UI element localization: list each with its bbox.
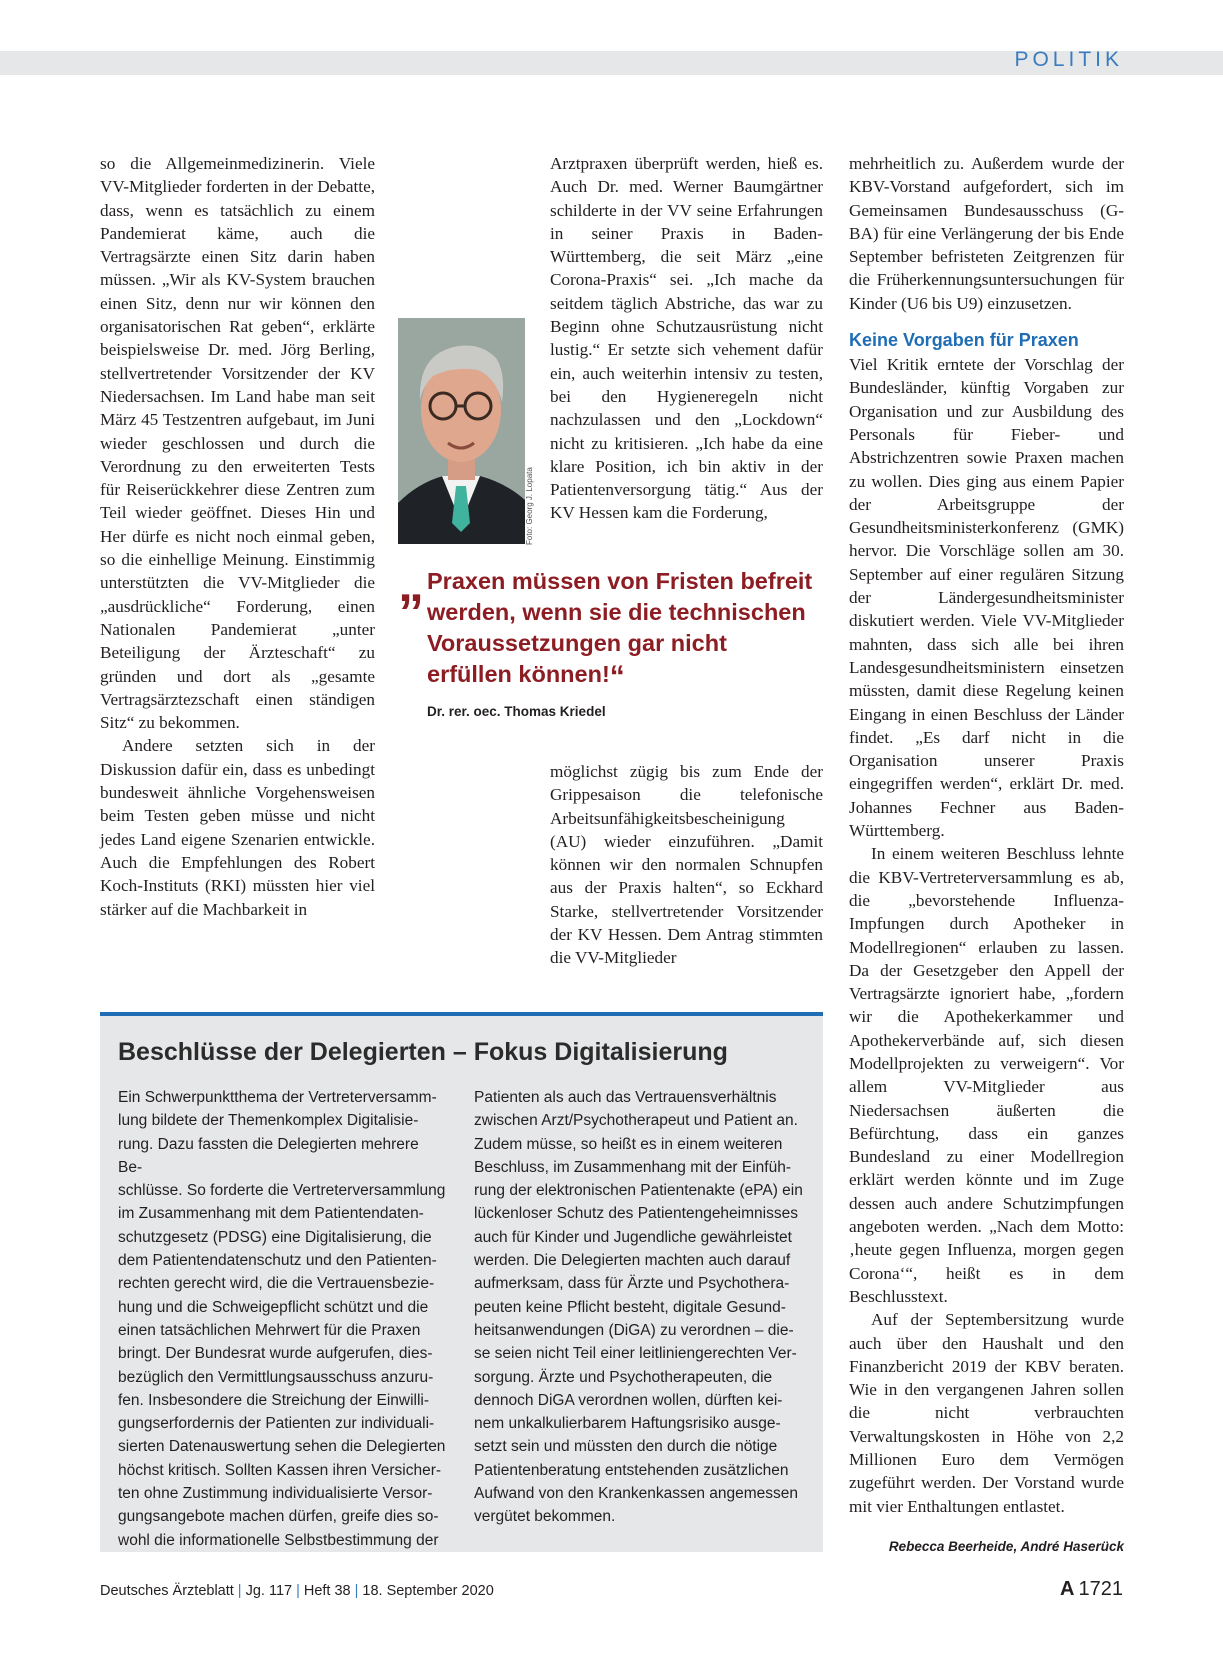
byline: Rebecca Beerheide, André Haserück [888, 1539, 1124, 1554]
section-label: POLITIK [1014, 48, 1123, 71]
info-box [100, 1012, 823, 1552]
article-paragraph: Arztpraxen überprüft werden, hieß es. Auch Dr. med. Werner Baumgärtner schilderte in der VV seine Erfahrungen in seiner Praxis in Baden-Württemberg, die seit März „eine Corona-Praxis“ sei. „Ich mache da seitdem täglich Abstriche, das war zu Beginn ohne Schutzausrüstung nicht lustig.“ Er setzte sich vehement dafür ein, auch weiterhin intensiv zu testen, bei den Hygieneregeln nicht nachzulassen und den „Lockdown“ nicht zu kritisieren. „Ich habe da eine klare Position, ich bin aktiv in der Patientenversorgung tätig.“ Aus der KV Hessen kam die Forderung, [550, 154, 823, 523]
issue: Heft 38 [303, 1583, 351, 1599]
pull-quote-author: Dr. rer. oec. Thomas Kriedel [427, 704, 606, 719]
info-box-column-2: Patienten als auch das Vertrauensverhältnis zwischen Arzt/Psychotherapeut und Patient an. Zudem müsse, so heißt es in einem weiteren Beschluss, im Zusammenhang mit der Einfüh- rung der elektronischen Patientenakte (ePA) ein lückenloser Schutz des Patientengeheimnisses auch für Kinder und Jugendliche gewährleistet werden. Die Delegierten machten auch darauf aufmerksam, dass für Ärzte und Psychothera- peuten keine Pflicht besteht, digitale Gesund- heitsanwendungen (DiGA) zu verordnen – die- se seien nicht Teil einer leitliniengerechten Ver- sorgung. Ärzte und Psychotherapeuten, die dennoch DiGA verordnen wollen, dürften kei- nem unkalkulierbarem Haftungsrisiko ausge- setzt sein und müssten den durch die nötige Patientenberatung entstehenden zusätzlichen Aufwand von den Krankenkassen angemessen vergütet bekommen. [474, 1089, 803, 1526]
page-prefix: A [1060, 1578, 1075, 1600]
article-paragraph: so die Allgemeinmedizinerin. Viele VV-Mitglieder forderten in der Debatte, dass, wenn es tatsächlich zu einem Pandemierat käme, auch die Vertragsärzte einen Sitz darin haben müssen. „Wir als KV-System brauchen einen Sitz, denn nur wir können den organisatorischen Rat geben“, erklärte beispielsweise Dr. med. Jörg Berling, stellvertretender Vorsitzender der KV Niedersachsen. Im Land habe man seit März 45 Testzentren aufgebaut, im Juni wieder geschlossen und durch die Verordnung zu den erweiterten Tests für Reiserückkehrer diese Zentren zum Teil wieder geöffnet. Dieses Hin und Her dürfe es nicht noch einmal geben, so die einhellige Meinung. Einstimmig unterstützten die VV-Mitglieder die „ausdrückliche“ Forderung, einen Nationalen Pandemierat „unter Beteiligung der Ärzteschaft“ zu gründen und dort als „gesamte Vertragsärztezschaft einen ständigen Sitz“ zu bekommen. [100, 154, 375, 733]
photo-credit: Foto: Georg J. Lopata [525, 467, 534, 545]
article-column-2-top [550, 152, 823, 525]
info-box-column-1: Ein Schwerpunktthema der Vertreterversamm- lung bildete der Themenkomplex Digitalisie- rung. Dazu fassten die Delegierten mehrere Be- schlüsse. So forderte die Vertreterversammlung im Zusammenhang mit dem Patientendaten- schutzgesetz (PDSG) eine Digitalisierung, die dem Patientendatenschutz und den Patienten- rechten gerecht wird, die die Vertrauensbezie- hung und die Schweigepflicht schützt und die einen tatsächlichen Mehrwert für die Praxen bringt. Der Bundesrat wurde aufgerufen, dies- bezüglich den Vermittlungsausschuss anzuru- fen. Insbesondere die Streichung der Einwilli- gungserfordernis der Patienten zur individuali- sierten Datenauswertung sehen die Delegierten höchst kritisch. Sollten Kassen ihren Versicher- ten ohne Zustimmung individualisierte Versor- gungsangebote machen dürfen, greife dies so- wohl die informationelle Selbstbestimmung der [118, 1089, 446, 1549]
publication-name: Deutsches Ärzteblatt [100, 1583, 234, 1599]
page-number-value: 1721 [1078, 1578, 1123, 1600]
article-column-3 [849, 152, 1124, 1518]
pull-quote-text-block [427, 566, 818, 692]
closing-quote-mark: “ [609, 660, 625, 693]
footer-separator: | [296, 1583, 300, 1599]
article-paragraph: mehrheitlich zu. Außerdem wurde der KBV-Vorstand aufgefordert, sich im Gemeinsamen Bundesausschuss (G-BA) für eine Verlängerung der bis Ende September befristeten Zeitgrenzen für die Früherkennungsuntersuchungen für Kinder (U6 bis U9) einzusetzen. [849, 154, 1124, 313]
portrait-photo [398, 318, 525, 544]
footer [100, 1583, 494, 1599]
pull-quote-text: Praxen müssen von Fristen befreit werden, wenn sie die technischen Voraussetzungen gar nicht erfüllen können! [427, 568, 813, 687]
portrait-illustration [398, 318, 525, 544]
article-paragraph: In einem weiteren Beschluss lehnte die KBV-Vertreterversammlung es ab, die „bevorstehende Influenza-Impfungen durch Apotheker in Modellregionen“ erlauben zu lassen. Da der Gesetzgeber den Appell der Vertragsärzte ignoriert habe, „fordern wir die Apothekerkammer und Apothekerverbände auf, sich diesen Modellprojekten zu verweigern“. Vor allem VV-Mitglieder aus Niedersachsen äußerten die Befürchtung, dass ein ganzes Bundesland zu einer Modellregion erklärt werden könnte und im Zuge dessen auch andere Schutzimpfungen angeboten werden. „Nach dem Motto: ‚heute gegen Influenza, morgen gegen Corona‘“, heißt es in dem Beschlusstext. [849, 844, 1124, 1306]
article-paragraph: möglichst zügig bis zum Ende der Grippesaison die telefonische Arbeitsunfähigkeitsbescheinigung (AU) wieder einzuführen. „Damit können wir den normalen Schnupfen aus der Praxis halten“, so Eckhard Starke, stellvertretender Vorsitzender der KV Hessen. Dem Antrag stimmten die VV-Mitglieder [550, 762, 823, 968]
subheading: Keine Vorgaben für Praxen [849, 330, 1079, 351]
page-number [1060, 1578, 1123, 1601]
pull-quote [398, 555, 818, 719]
volume: Jg. 117 [245, 1583, 293, 1599]
article-paragraph: Andere setzten sich in der Diskussion dafür ein, dass es unbedingt bundesweit ähnliche Vorgehensweisen beim Testen geben müsse und nicht jedes Land eigene Szenarien entwickle. Auch die Empfehlungen des Robert Koch-Instituts (RKI) müssten hier viel stärker auf die Machbarkeit in [100, 736, 375, 919]
article-column-2-bottom [550, 760, 823, 970]
footer-separator: | [237, 1583, 242, 1599]
issue-date: 18. September 2020 [362, 1583, 494, 1599]
opening-quote-mark: „ [398, 555, 424, 613]
article-column-1 [100, 152, 375, 921]
info-box-title: Beschlüsse der Delegierten – Fokus Digitalisierung [118, 1038, 728, 1066]
article-paragraph: Auf der Septembersitzung wurde auch über den Haushalt und den Finanzbericht 2019 der KBV beraten. Wie in den vergangenen Jahren sollen die nicht verbrauchten Verwaltungskosten in Höhe von 2,2 Millionen Euro dem Vermögen zugeführt werden. Der Vorstand wurde mit vier Enthaltungen entlastet. [849, 1310, 1124, 1516]
footer-separator: | [354, 1583, 359, 1599]
article-paragraph: Viel Kritik erntete der Vorschlag der Bundesländer, künftig Vorgaben zur Organisation und zur Ausbildung des Personals für Fieber- und Abstrichzentren sowie Praxen machen zu wollen. Dies ging aus einem Papier der Arbeitsgruppe der Gesundheitsministerkonferenz (GMK) hervor. Die Vorschläge sollen am 30. September auf einer regulären Sitzung der Ländergesundheitsminister diskutiert werden. Viele VV-Mitglieder mahnten, dass sich alle bei ihren Landesgesundheitsministern einsetzen müssten, damit diese Regelung keinen Eingang in einen Beschluss der Länder findet. „Es darf nicht in die Organisation unserer Praxis eingegriffen werden“, erklärt Dr. med. Johannes Fechner aus Baden-Württemberg. [849, 355, 1124, 841]
